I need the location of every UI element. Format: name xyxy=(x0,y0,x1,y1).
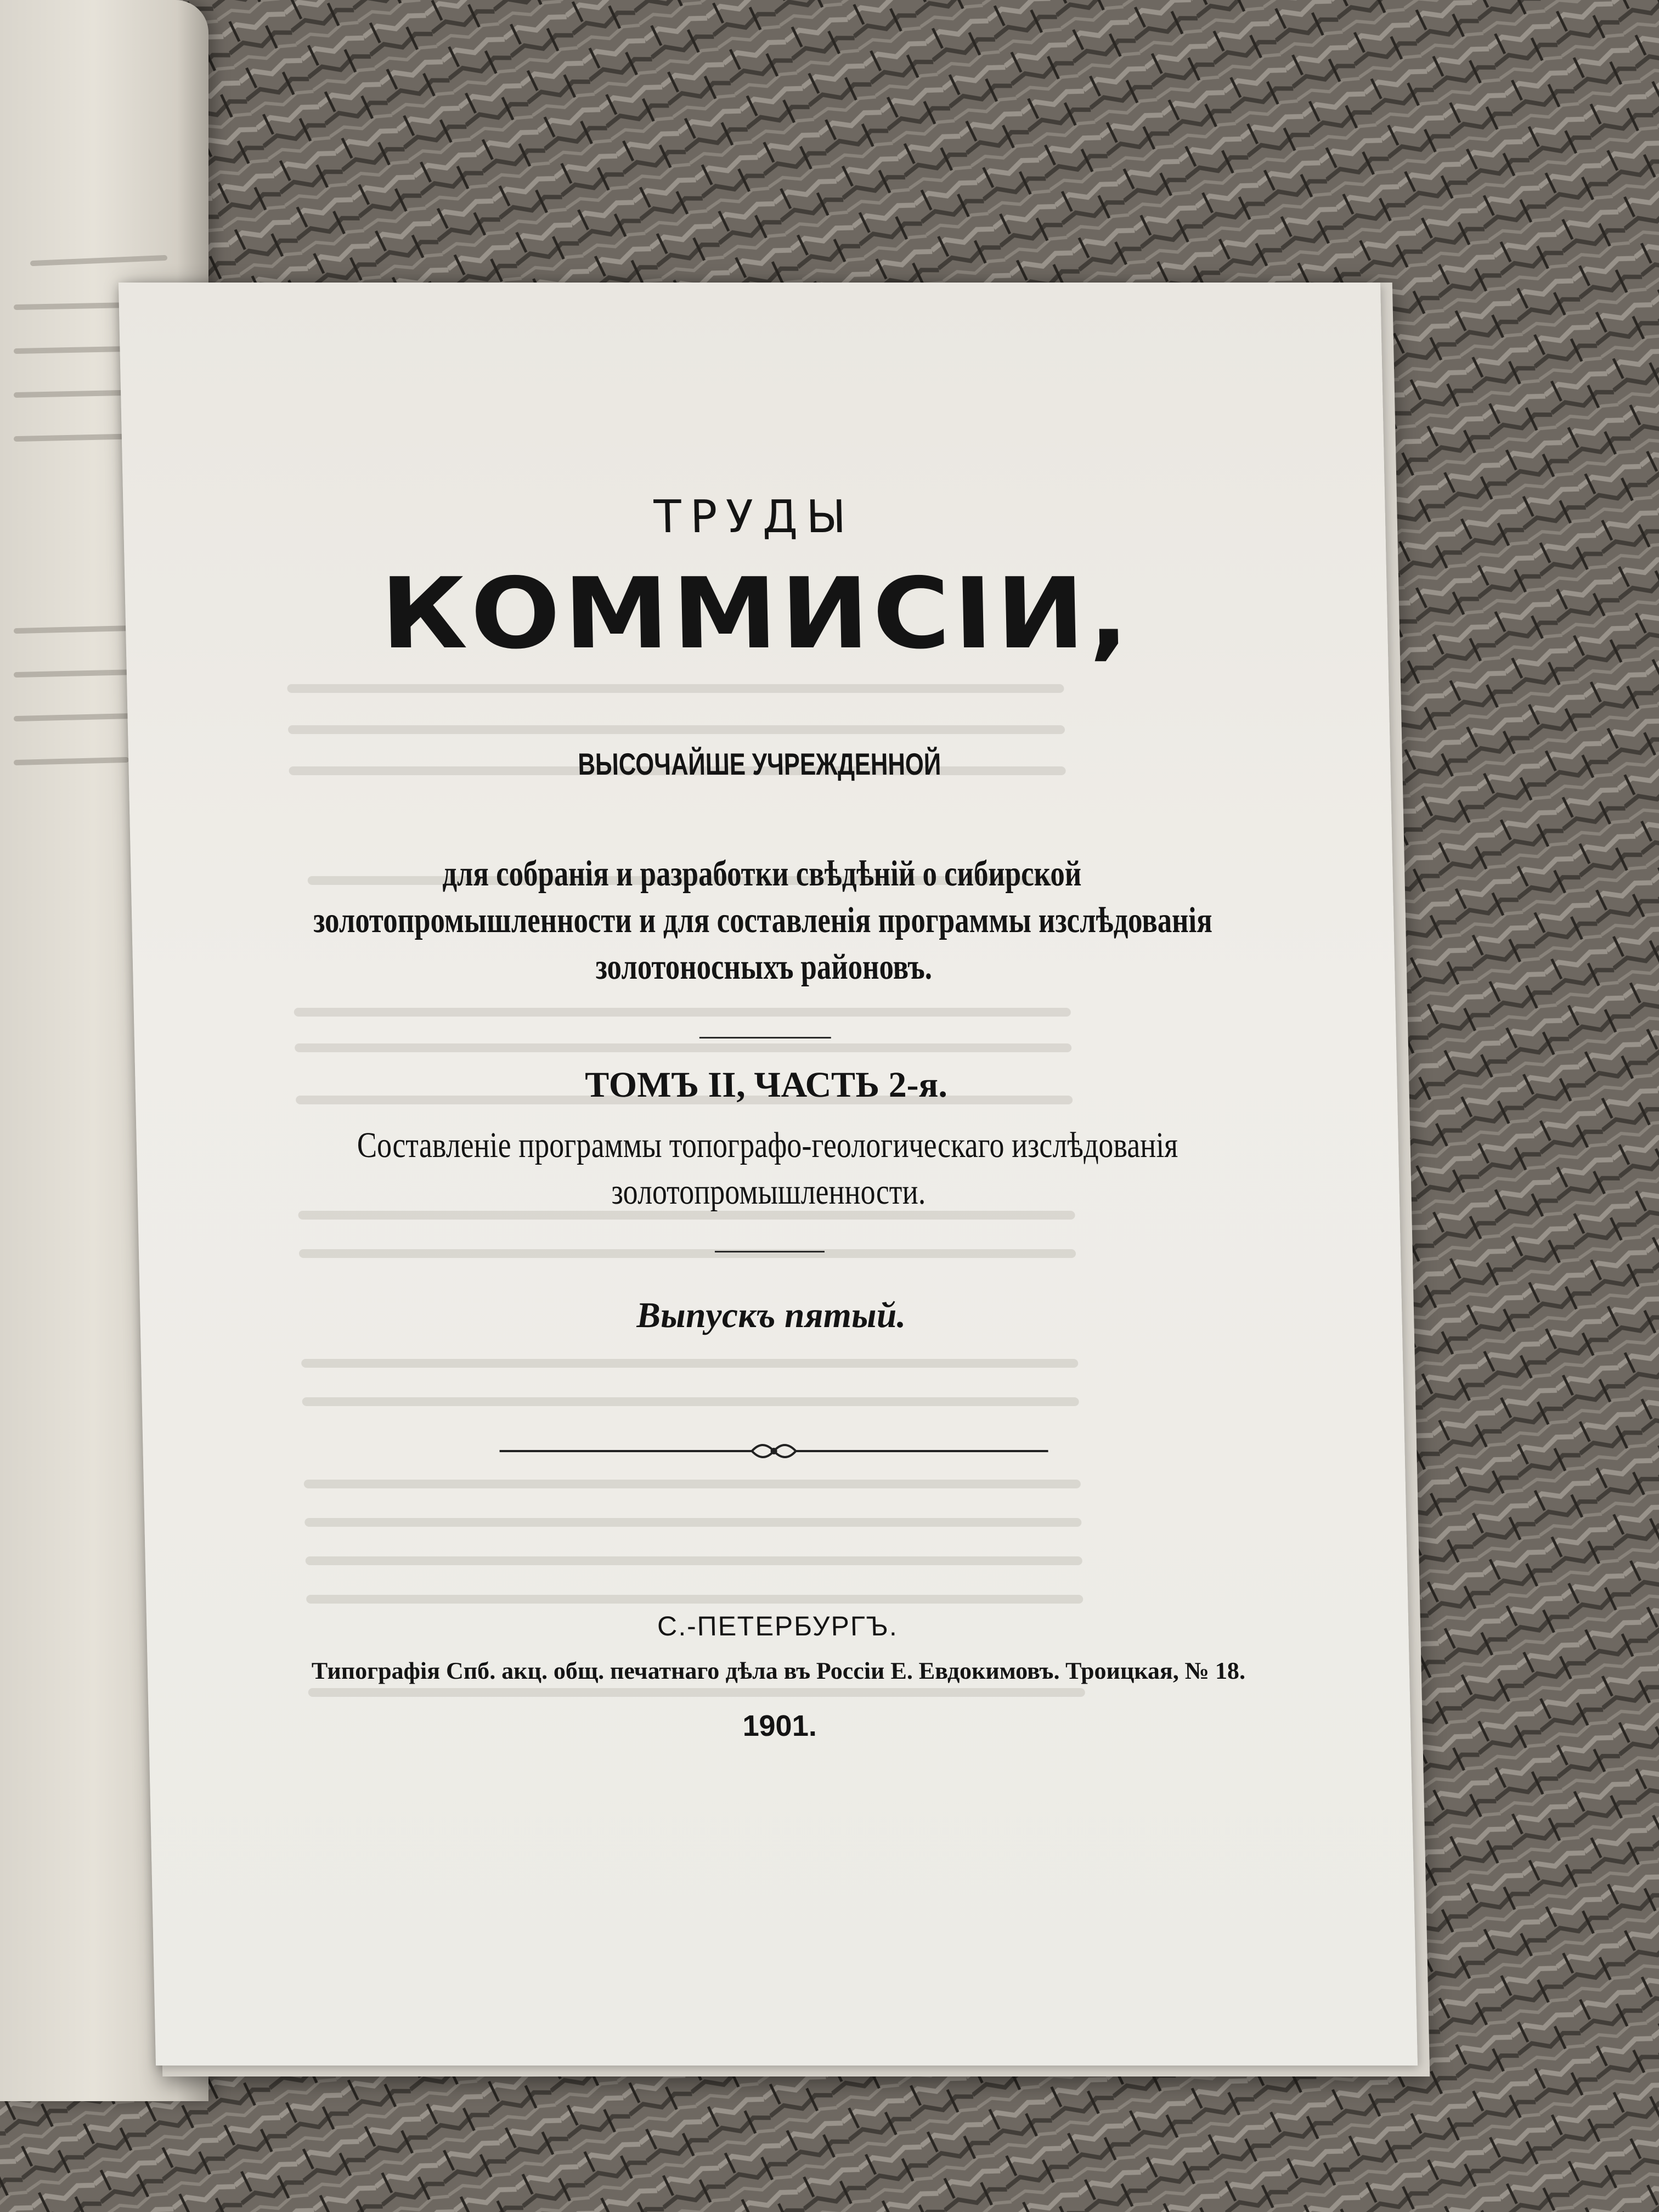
imprint-printer: Типографія Спб. акц. общ. печатнаго дѣла въ Россіи Е. Евдокимовъ. Троицкая, № 18. xyxy=(311,1657,1246,1684)
volume-heading: ТОМЪ II, ЧАСТЬ 2-я. xyxy=(584,1065,948,1105)
imprint-city: С.-ПЕТЕРБУРГЪ. xyxy=(657,1611,899,1641)
series-title: ТРУДЫ xyxy=(653,491,855,543)
purpose-line: золотопромышленности и для составленія программы изслѣдованія xyxy=(313,900,1213,940)
program-line: Составленіе программы топографо-геологическаго изслѣдованія xyxy=(357,1125,1178,1165)
program-line: золотопромышленности. xyxy=(611,1172,926,1212)
main-title: КОММИСІИ, xyxy=(379,557,1133,670)
subtitle: ВЫСОЧАЙШЕ УЧРЕЖДЕННОЙ xyxy=(577,747,941,781)
short-divider xyxy=(715,1251,825,1252)
issue-label: Выпускъ пятый. xyxy=(636,1295,906,1335)
purpose-line: для собранія и разработки свѣдѣній о сибирской xyxy=(442,854,1082,894)
imprint-year: 1901. xyxy=(742,1709,817,1742)
ornamental-rule xyxy=(143,1435,1405,1468)
purpose-line: золотоносныхъ районовъ. xyxy=(595,947,933,987)
title-page xyxy=(119,283,1418,2066)
short-divider xyxy=(699,1037,831,1039)
